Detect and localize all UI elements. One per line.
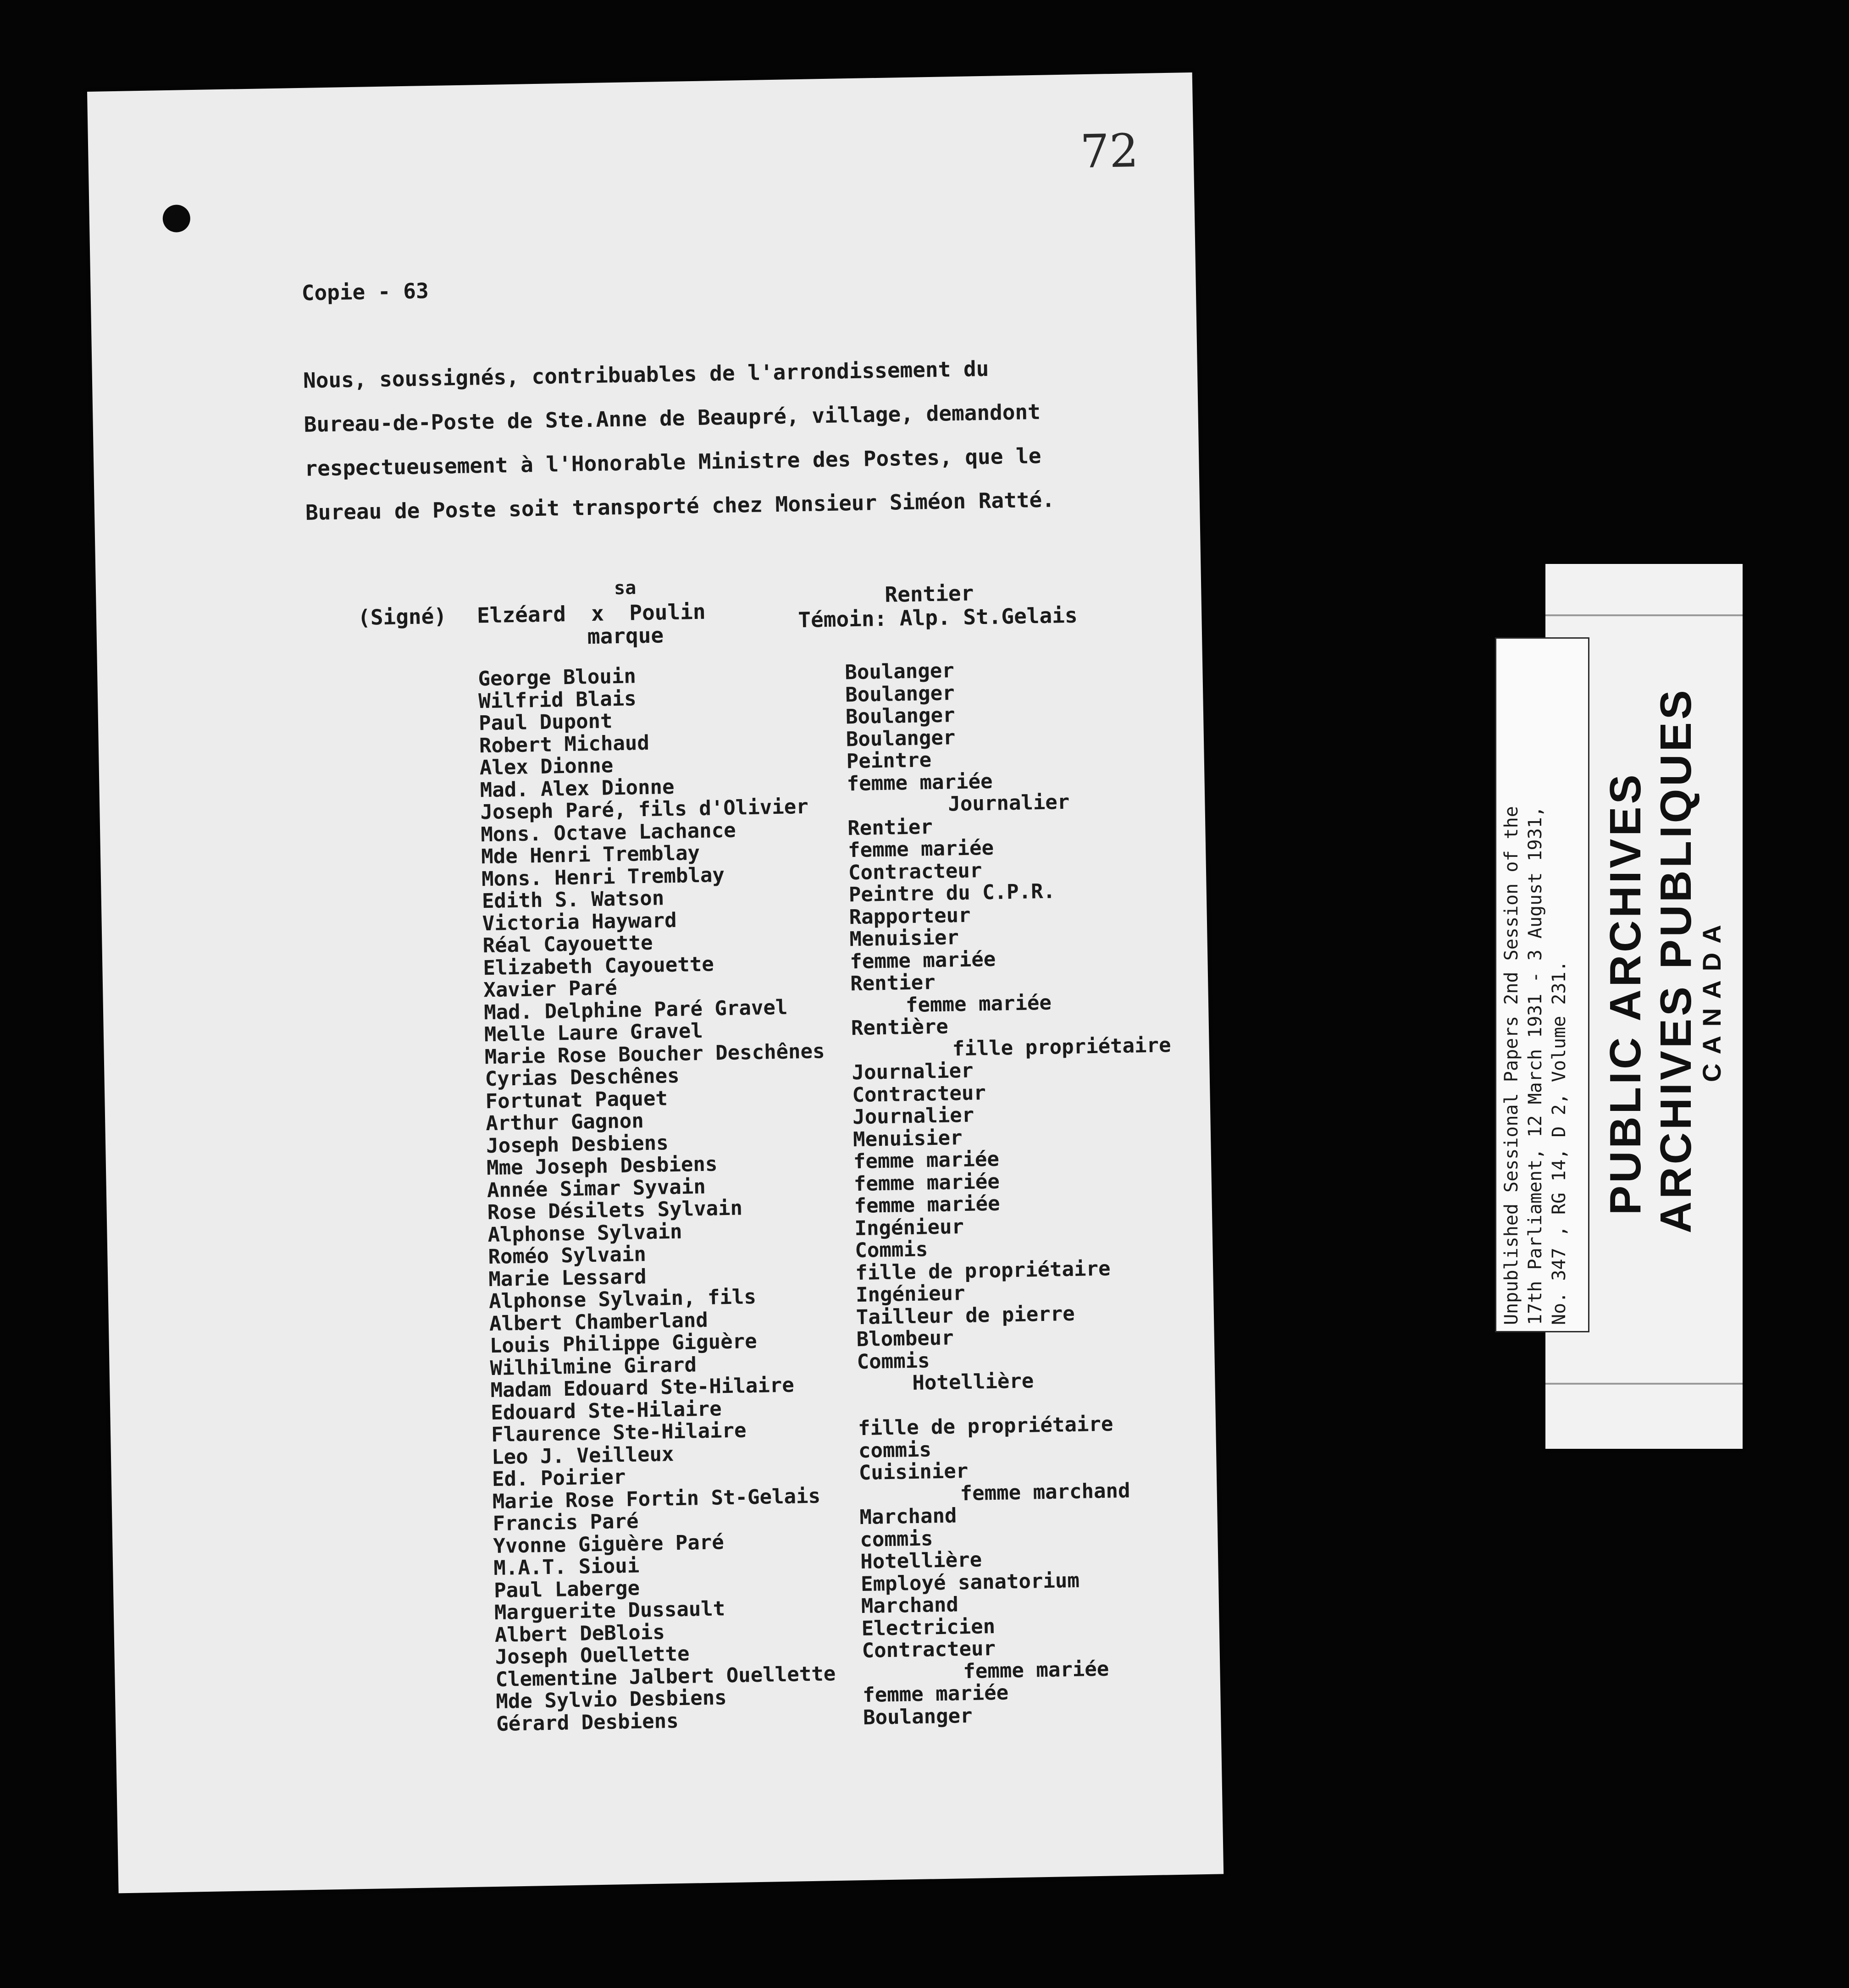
signatory-name: Fortunat Paquet [485,1086,668,1113]
label-divider [1545,614,1743,616]
signatory-name: Roméo Sylvain [488,1242,647,1269]
signatory-name: Mde Henri Tremblay [481,841,700,869]
signatory-name: Paul Dupont [478,709,613,735]
paragraph-line: Nous, soussignés, contribuables de l'arrondissement du [303,356,989,393]
signatory-occupation: Journalier [852,1059,974,1085]
signatory-occupation: Boulanger [846,725,956,751]
signatory-occupation: Rentier [850,971,936,996]
signatory-name: Joseph Ouellette [495,1642,690,1669]
signatory-name: Paul Laberge [493,1576,640,1602]
signatory-name: Wilfrid Blais [478,686,637,713]
signatory-occupation: femme mariée [847,769,993,795]
signatory-name: Année Simar Syvain [487,1175,706,1202]
signatory-occupation: Boulanger [845,703,955,729]
signatory-occupation: Menuisier [853,1126,963,1151]
signatory-name: Joseph Paré, fils d'Olivier [480,795,809,824]
signatory-occupation: Contracteur [852,1081,986,1107]
citation-line: 17th Parliament, 12 March 1931 - 3 August 1931, [1525,806,1546,1325]
signatory-occupation: Boulanger [863,1704,973,1729]
signatory-name: Ed. Poirier [492,1465,626,1491]
signatory-occupation: Commis [854,1237,928,1263]
signatory-occupation: Contracteur [848,858,982,884]
signatory-name: Marie Rose Fortin St-Gelais [492,1484,821,1513]
signatory-name: Mons. Henri Tremblay [481,863,725,891]
signatory-occupation: Boulanger [844,659,955,685]
signatory-occupation: femme mariée [905,991,1052,1017]
signatory-occupation: Rentière [851,1015,949,1040]
signatory-occupation: Journalier [852,1103,974,1129]
signatory-name: Mme Joseph Desbiens [486,1152,718,1180]
archives-french: ARCHIVES PUBLIQUES [1651,687,1700,1233]
signatory-occupation: Marchand [861,1593,959,1618]
signatory-name: Victoria Hayward [482,908,677,935]
signatory-name: Mde Sylvio Desbiens [495,1686,727,1713]
signatory-name: Edouard Ste-Hilaire [490,1397,722,1425]
signatory-occupation: commis [859,1526,933,1552]
signatory-occupation: fille propriétaire [952,1033,1171,1060]
signatory-occupation: femme mariée [849,947,996,973]
signatory-occupation: femme marchand [960,1479,1130,1505]
paragraph-line: respectueusement à l'Honorable Ministre des Postes, que le [304,443,1041,481]
signatory-occupation: Commis [857,1348,930,1374]
signatory-occupation: femme mariée [862,1681,1009,1707]
first-signature-block [357,558,1184,664]
copy-label: Copie - 63 [301,278,429,305]
signatory-occupation: femme mariée [853,1170,1000,1196]
signatory-occupation: Contracteur [862,1636,996,1663]
signed-label: (Signé) [357,603,447,630]
signatory-occupation: Boulanger [845,681,955,707]
signatory-occupation: Blombeur [856,1326,954,1352]
signatory-name: Edith S. Watson [482,886,664,913]
signatory-name: Elizabeth Cayouette [483,952,714,980]
page-number: 72 [1080,124,1139,179]
signatory-occupation: Electricien [861,1614,996,1640]
signatory-occupation: fille de propriétaire [858,1412,1113,1441]
signatory-name: Albert DeBlois [494,1620,665,1647]
petition-paragraph [303,343,1163,535]
signatory-name: George Blouin [478,664,637,691]
signatory-name: Marie Rose Boucher Deschênes [484,1039,825,1069]
signatory-occupation: femme mariée [853,1147,1000,1174]
paragraph-line: Bureau-de-Poste de Ste.Anne de Beaupré, village, demandont [304,399,1041,437]
citation-line: Unpublished Sessional Papers 2nd Session of the [1501,806,1522,1325]
signatory-name: Rose Désilets Sylvain [487,1196,743,1225]
signatory-occupation: Menuisier [849,926,959,951]
signatory-name: Francis Paré [493,1509,639,1536]
signatory-name: Alphonse Sylvain [487,1220,682,1247]
signatory-occupation: Hotellière [860,1548,982,1574]
signatory-name: Mons. Octave Lachance [480,818,736,846]
signatory-occupation: Ingénieur [855,1281,965,1307]
signatory-occupation: femme mariée [847,836,994,862]
signatory-name: Alphonse Sylvain, fils [488,1285,757,1314]
signatory-occupation: Ingénieur [854,1215,964,1240]
signatory-name: Joseph Desbiens [486,1131,669,1158]
signatory-name: M.A.T. Sioui [493,1554,640,1580]
signatory-occupation: Rapporteur [849,903,971,929]
signatory-occupation: Journalier [947,790,1070,816]
signatory-list [478,655,1212,1734]
signatory-name: Arthur Gagnon [485,1109,644,1136]
archives-country: CANADA [1697,916,1726,1082]
signatory-name: Mad. Alex Dionne [480,775,675,802]
signatory-occupation: Tailleur de pierre [856,1302,1075,1329]
signatory-occupation: Rentier [847,815,933,840]
signatory-name: Wilhilmine Girard [490,1353,697,1380]
witness-label: Témoin: Alp. St.Gelais [797,602,1078,633]
signatory-occupation: Peintre [846,748,932,773]
signatory-name: Flaurence Ste-Hilaire [491,1419,747,1447]
archives-english: PUBLIC ARCHIVES [1601,772,1650,1215]
signatory-name: Marguerite Dussault [494,1597,725,1625]
signatory-name: Melle Laure Gravel [484,1019,703,1047]
signature-marque: marque [587,623,664,649]
signatory-name: Madam Edouard Ste-Hilaire [490,1373,795,1403]
signatory-occupation: Employé sanatorium [860,1568,1080,1596]
citation-line: No. 347 , RG 14, D 2, Volume 231. [1549,961,1570,1325]
paragraph-line: Bureau de Poste soit transporté chez Monsieur Siméon Ratté. [305,487,1055,525]
signatory-occupation: Cuisinier [858,1459,969,1485]
signatory-name: Gérard Desbiens [496,1709,679,1736]
document-page [87,72,1223,1893]
signatory-name: Alex Dionne [479,754,614,780]
signatory-occupation: commis [858,1437,932,1463]
signature-name: Elzéard x Poulin [476,599,706,628]
signatory-occupation: fille de propriétaire [855,1256,1111,1285]
signatory-name: Xavier Paré [483,976,618,1002]
signatory-name: Marie Lessard [488,1265,647,1291]
signature-occupation: Rentier [884,580,974,607]
signatory-name: Clementine Jalbert Ouellette [495,1662,836,1691]
signatory-occupation: Marchand [859,1504,957,1530]
signatory-occupation: Peintre du C.P.R. [848,879,1056,907]
signatory-name: Robert Michaud [479,731,650,757]
signatory-occupation: femme mariée [854,1192,1000,1218]
signatory-name: Louis Philippe Giguère [489,1329,758,1358]
signatory-name: Mad. Delphine Paré Gravel [483,995,788,1024]
signatory-name: Cyrias Deschênes [485,1064,680,1091]
label-divider [1545,1383,1743,1385]
signatory-occupation: Hotellière [912,1369,1034,1395]
punch-hole [162,204,190,232]
citation-text [1500,806,1571,1325]
signatory-name: Yvonne Giguère Paré [493,1530,725,1558]
signatory-name: Albert Chamberland [489,1308,709,1336]
signature-sa: sa [614,577,637,599]
signatory-name: Leo J. Veilleux [491,1442,674,1469]
signatory-name: Réal Cayouette [482,931,653,958]
signatory-occupation: femme mariée [963,1657,1109,1683]
